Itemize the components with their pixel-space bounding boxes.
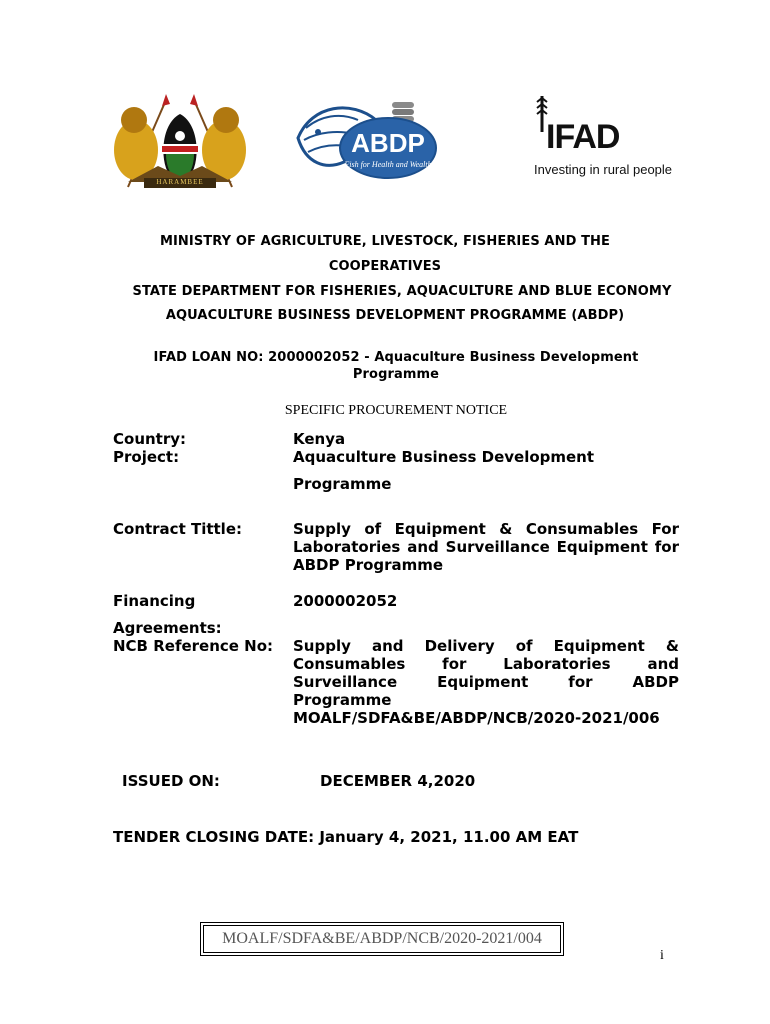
project-value: Aquaculture Business Development [293,448,595,466]
abdp-name: ABDP [351,128,425,158]
ncb-value-line1: Supply and Delivery of Equipment & [293,637,679,655]
financing-value: 2000002052 [293,592,398,610]
abdp-logo [292,98,442,190]
country-label: Country: [113,430,187,448]
ifad-name: IFAD [546,118,620,156]
tender-closing-date: TENDER CLOSING DATE: January 4, 2021, 11.00 AM EAT [113,828,579,846]
coat-of-arms-motto: HARAMBEE [156,178,204,186]
project-label: Project: [113,448,180,466]
country-value: Kenya [293,430,346,448]
ncb-reference-label: NCB Reference No: [113,637,274,655]
ministry-heading-cont: COOPERATIVES [328,259,442,274]
agreements-label: Agreements: [113,619,222,637]
programme-heading: AQUACULTURE BUSINESS DEVELOPMENT PROGRAMME (ABDP) [165,308,625,323]
ncb-value-line4: Programme [293,691,392,709]
footer-reference: MOALF/SDFA&BE/ABDP/NCB/2020-2021/004 [222,930,542,947]
contract-value-line3: ABDP Programme [293,556,444,574]
page-number: i [660,948,664,963]
ministry-heading: MINISTRY OF AGRICULTURE, LIVESTOCK, FISHERIES AND THE [159,234,611,249]
issued-label: ISSUED ON: [122,772,220,790]
ncb-value-line3: Surveillance Equipment for ABDP [293,673,679,691]
state-department-heading: STATE DEPARTMENT FOR FISHERIES, AQUACULTURE AND BLUE ECONOMY [132,284,672,299]
contract-value-line1: Supply of Equipment & Consumables For [293,520,679,538]
project-value-cont: Programme [293,475,392,493]
contract-label: Contract Tittle: [113,520,242,538]
ncb-reference-number: MOALF/SDFA&BE/ABDP/NCB/2020-2021/006 [293,709,660,727]
abdp-tagline: Fish for Health and Wealth [344,160,432,169]
ncb-value-line2: Consumables for Laboratories and [293,655,679,673]
footer-reference-box [200,922,564,956]
notice-title: SPECIFIC PROCUREMENT NOTICE [284,403,508,418]
contract-value-line2: Laboratories and Surveillance Equipment for [293,538,679,556]
financing-label: Financing [113,592,196,610]
loan-line-cont: Programme [352,367,440,382]
kenya-coat-of-arms-logo [108,92,252,194]
loan-line: IFAD LOAN NO: 2000002052 - Aquaculture Business Development [153,350,639,365]
ifad-tagline: Investing in rural people [534,162,673,177]
ifad-logo [532,92,692,184]
issued-date: DECEMBER 4,2020 [320,772,476,790]
